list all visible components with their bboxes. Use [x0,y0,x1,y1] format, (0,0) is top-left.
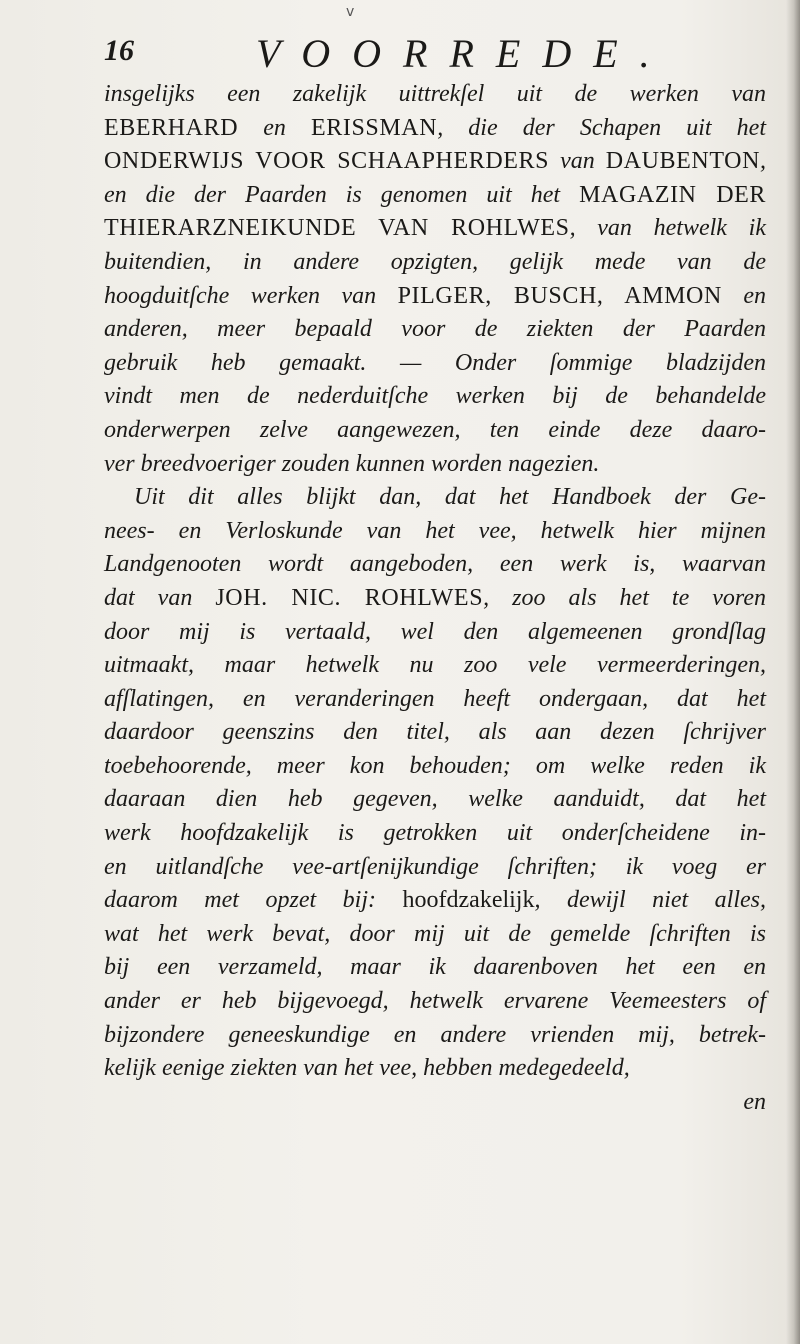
text-segment: anderen, meer bepaald voor de ziekten der Paarden [104,316,766,343]
text-line [104,112,766,146]
text-line [104,414,766,448]
text-segment: werk hoofdzakelijk is getrokken uit onderſcheidene in- [104,820,766,847]
text-line [104,280,766,314]
text-segment: wat het werk bevat, door mij uit de gemelde ſchriften is [104,920,766,947]
text-segment: door mij is vertaald, wel den algemeenen grondſlag [104,618,766,645]
text-line [104,313,766,347]
text-line [104,616,766,650]
text-segment: bij een verzameld, maar ik daarenboven het een en [104,954,766,981]
text-line [104,246,766,280]
text-segment: daarom met opzet bij: [104,887,403,914]
running-title: VOORREDE. [256,31,672,76]
text-segment: ander er heb bijgevoegd, hetwelk ervarene Veemeesters of [104,988,766,1015]
text-segment: insgelijks een zakelijk uittrekſel uit de werken van [104,81,766,107]
text-line [104,1086,766,1120]
text-line [104,716,766,750]
text-segment: , dewijl niet alles, [534,887,767,914]
text-segment: en uitlandſche vee-artſenijkundige ſchriften; ik voeg er [104,853,766,880]
text-line [104,1052,766,1086]
text-segment: nees- en Verloskunde van het vee, hetwelk hier mijnen [104,517,766,544]
text-segment: , zoo als het te voren [483,584,766,611]
page-header [104,30,764,80]
text-segment: Landgenooten wordt aangeboden, een werk is, waarvan [104,551,766,578]
text-line [104,918,766,952]
proper-name: JOH. NIC. ROHLWES [215,584,484,611]
text-segment: toebehoorende, meer kon behouden; om welke reden ik [104,752,766,779]
text-line [104,817,766,851]
text-segment: dat van [104,584,216,611]
text-segment: Uit dit alles blijkt dan, dat het Handboek der Ge- [134,484,766,511]
text-segment: van [549,148,606,175]
text-line [104,448,766,482]
text-line [104,750,766,784]
text-segment: gebruik heb gemaakt. — Onder ſommige bladzijden [104,349,766,376]
proper-name: ERISSMAN [311,114,438,141]
text-segment: vindt men de nederduitſche werken bij de behandelde [104,383,766,410]
text-segment: , die der Schapen uit het [437,114,766,141]
text-segment: uitmaakt, maar hetwelk nu zoo vele vermeerderingen, [104,652,766,679]
text-line [104,380,766,414]
text-segment: kelijk eenige ziekten van het vee, hebben medegedeeld, [104,1055,630,1082]
text-segment: ver breedvoeriger zouden kunnen worden nagezien. [104,450,600,477]
text-segment: daardoor geenszins den titel, als aan dezen ſchrijver [104,719,766,746]
text-segment: , [760,148,767,175]
text-line [104,582,766,616]
text-line [104,951,766,985]
text-segment: bijzondere geneeskundige en andere vrienden mij, betrek- [104,1021,766,1048]
page-edge-shadow [786,0,800,1344]
page-number: 16 [104,34,134,67]
text-segment: en [238,114,312,141]
text-segment: onderwerpen zelve aangewezen, ten einde deze daaro- [104,416,766,443]
text-segment: hoofdzakelijk [402,887,535,914]
proper-name: ONDERWIJS VOOR SCHAAPHERDERS [104,148,550,175]
text-line [104,481,766,515]
text-line [104,347,766,381]
text-line [104,649,766,683]
text-segment: , van hetwelk ik [569,215,767,242]
text-line [104,145,766,179]
printer-mark: v [346,4,355,20]
body-text [104,78,766,1119]
text-line [104,985,766,1019]
text-line [104,78,766,112]
proper-name: DAUBENTON [605,148,761,175]
text-segment: hoogduitſche werken van [104,282,398,309]
text-segment: en [743,1088,766,1115]
proper-name: EBERHARD [104,114,239,141]
text-line [104,515,766,549]
text-segment: en [721,282,766,309]
text-segment: daaraan dien heb gegeven, welke aanduidt, dat het [104,786,766,813]
text-segment: buitendien, in andere opzigten, gelijk mede van de [104,248,766,275]
text-line [104,179,766,213]
text-line [104,548,766,582]
text-line [104,683,766,717]
proper-name: MAGAZIN DER [579,181,767,208]
text-line [104,1019,766,1053]
text-segment: afſlatingen, en veranderingen heeft ondergaan, dat het [104,685,766,712]
text-line [104,783,766,817]
text-line [104,884,766,918]
proper-name: THIERARZNEIKUNDE VAN ROHLWES [104,215,570,242]
text-segment: en die der Paarden is genomen uit het [104,181,580,208]
text-line [104,851,766,885]
text-line [104,212,766,246]
proper-name: PILGER, BUSCH, AMMON [397,282,722,309]
